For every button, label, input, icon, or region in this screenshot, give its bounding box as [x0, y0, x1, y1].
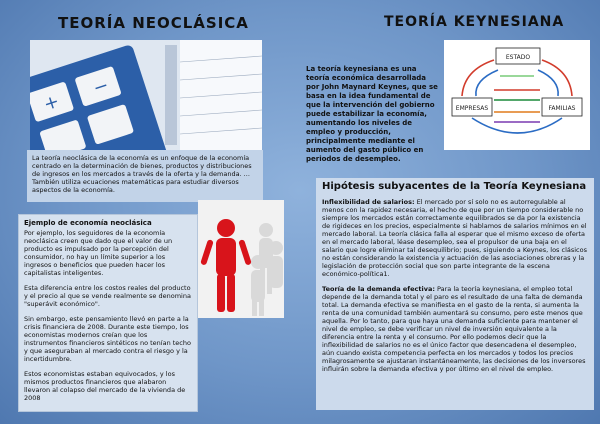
diagram-empresas-label: EMPRESAS: [455, 105, 489, 112]
hipotesis-box: [316, 178, 594, 410]
hipotesis-paragraph-2: [322, 285, 588, 373]
hipotesis-label-2: Teoría de la demanda efectiva:: [322, 285, 435, 293]
example-paragraph: Sin embargo, este pensamiento llevó en parte a la crisis financiera de 2008. Durante este tiempo, los economistas modernos creían que los instrumentos financieros sintéticos no tenían techo y que aseguraban al mercado contra el riesgo y la incertidumbre.: [24, 315, 191, 363]
keynesiana-intro: La teoría keynesiana es una teoría económica desarrollada por John Maynard Keynes, que se basa en la idea fundamental de que la intervención del gobierno puede estabilizar la economía, aumentando los niveles de empleo y producción, principalmente mediante el aumento del gasto público en periodos de desempleo.: [306, 65, 438, 163]
calculator-image: [30, 40, 262, 150]
keynesiana-title: TEORÍA KEYNESIANA: [384, 14, 565, 30]
example-paragraph: Estos economistas estaban equivocados, y los mismos productos financieros que alabaron llevaron al colapso del mercado de la vivienda de 2008: [24, 370, 186, 402]
diagram-familias-label: FAMILIAS: [548, 105, 576, 112]
example-title: Ejemplo de economía neoclásica: [24, 219, 152, 227]
svg-text:+: +: [41, 90, 62, 116]
neoclasica-title: TEORÍA NEOCLÁSICA: [58, 14, 249, 32]
hipotesis-text-2: Para la teoría keynesiana, el empleo total depende de la demanda total y el paro es el resultado de una falta de demanda total. La demanda efectiva se manifiesta en el gasto de la renta, si aumenta la renta de una comunidad también aumentará su consumo, pero este menos que aquella. Por lo tanto, para que haya una demanda suficiente para mantener el nivel de empleo, se debe verificar un nivel de inversión equivalente a la diferencia entre la renta y el consumo. Por ello podemos decir que la inflexibilidad de salarios no es el único factor que desencadena el desempleo, aún cuando exista competencia perfecta en los mercados y todos los precios milagrosamente se ajustaran instantáneamente, las decisiones de los inversores influirán sobre la demanda efectiva y por último en el nivel de empleo.: [322, 285, 586, 373]
hipotesis-label-1: Inflexibilidad de salarios:: [322, 198, 415, 206]
neoclasica-intro-box: [27, 150, 263, 202]
hipotesis-paragraph-1: [322, 198, 588, 278]
calculator-illustration: [30, 40, 262, 150]
figures-image: [198, 200, 284, 318]
leader-figures-illustration: [198, 200, 284, 318]
neoclasica-intro: La teoría neoclásica de la economía es un enfoque de la economía centrado en la determinación de bienes, productos y distribuciones de ingresos en los mercados a través de la oferta y la demanda. ... También utiliza ecuaciones matemáticas para estudiar diversos aspectos de la economía.: [32, 154, 252, 194]
example-paragraph: Esta diferencia entre los costos reales del producto y el precio al que se vende realmente se denomina "superávit económico".: [24, 284, 191, 308]
svg-text:−: −: [90, 74, 112, 100]
diagram-estado-label: ESTADO: [505, 54, 531, 61]
circular-flow-diagram: [444, 40, 590, 150]
example-box: [18, 214, 198, 412]
hipotesis-title: Hipótesis subyacentes de la Teoría Keynesiana: [322, 181, 587, 192]
example-paragraph: Por ejemplo, los seguidores de la economía neoclásica creen que dado que el valor de un producto es impulsado por la percepción del consumidor, no hay un límite superior a los ingresos o beneficios que pueden hacer los capitalistas inteligentes.: [24, 229, 173, 277]
hipotesis-text-1: El mercado por sí solo no es autorregulable al menos con la rapidez necesaria, el hecho de que por un tiempo considerable no siempre los mercados están correctamente equilibrados se da por la existencia de rigideces en los precios, especialmente si hablamos de salarios mínimos en el mercado laboral. La teoría clásica falla al esperar que el mismo exceso de oferta en el mercado laboral, léase desempleo, sea el propulsor de una baja en el salario que logre eliminar tal desequilibrio; pues, siguiendo a Keynes, los clásicos no están considerando la existencia y actuación de las asociaciones obreras y la legislación de protección social que son parte integrante de la escena económico-política1.: [322, 198, 587, 278]
keynesian-diagram: [444, 40, 590, 150]
